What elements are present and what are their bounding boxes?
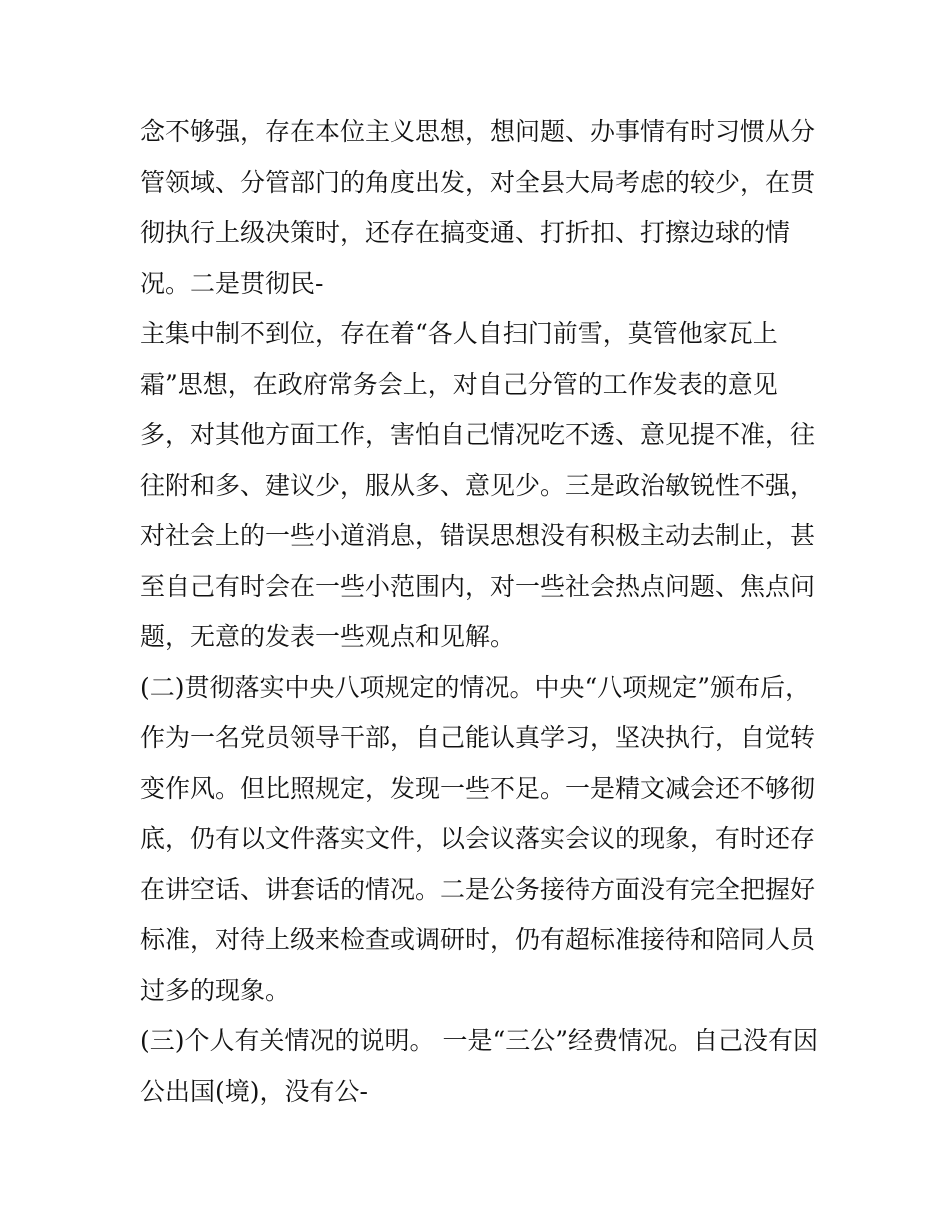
text-line: 往附和多、建议少，服从多、意见少。三是政治敏锐性不强，: [140, 470, 816, 500]
text-line: 作为一名党员领导干部，自己能认真学习，坚决执行，自觉转: [140, 723, 816, 752]
section-heading-line: (三)个人有关情况的说明。 一是“三公”经费情况。自己没有因: [140, 1026, 819, 1055]
text-line: 管领域、分管部门的角度出发，对全县大局考虑的较少，在贯: [140, 167, 816, 197]
text-line: 至自己有时会在一些小范围内，对一些社会热点问题、焦点问: [140, 571, 816, 601]
text-line: 主集中制不到位，存在着“各人自扫门前雪，莫管他家瓦上: [140, 319, 778, 348]
text-line: 过多的现象。: [140, 975, 291, 1005]
text-line: 底，仍有以文件落实文件，以会议落实会议的现象，有时还存: [140, 824, 816, 853]
section-heading-line: (二)贯彻落实中央八项规定的情况。中央“八项规定”颁布后，: [140, 672, 811, 702]
body-text: [140, 107, 820, 1117]
text-line: 多，对其他方面工作，害怕自己情况吃不透、意见提不准，往: [140, 420, 816, 449]
text-line: 标准，对待上级来检查或调研时，仍有超标准接待和陪同人员: [140, 925, 816, 954]
text-line: 况。二是贯彻民-: [140, 268, 324, 298]
text-line: 对社会上的一些小道消息，错误思想没有积极主动去制止，甚: [140, 521, 816, 550]
text-line: 在讲空话、讲套话的情况。二是公务接待方面没有完全把握好: [140, 874, 816, 904]
text-line: 念不够强，存在本位主义思想，想问题、办事情有时习惯从分: [140, 117, 816, 146]
text-line: 霜”思想，在政府常务会上，对自己分管的工作发表的意见: [140, 369, 778, 399]
text-line: 公出国(境)，没有公-: [140, 1076, 368, 1106]
text-line: 彻执行上级决策时，还存在搞变通、打折扣、打擦边球的情: [140, 218, 791, 247]
text-line: 变作风。但比照规定，发现一些不足。一是精文减会还不够彻: [140, 773, 816, 803]
text-line: 题，无意的发表一些观点和见解。: [140, 622, 516, 651]
